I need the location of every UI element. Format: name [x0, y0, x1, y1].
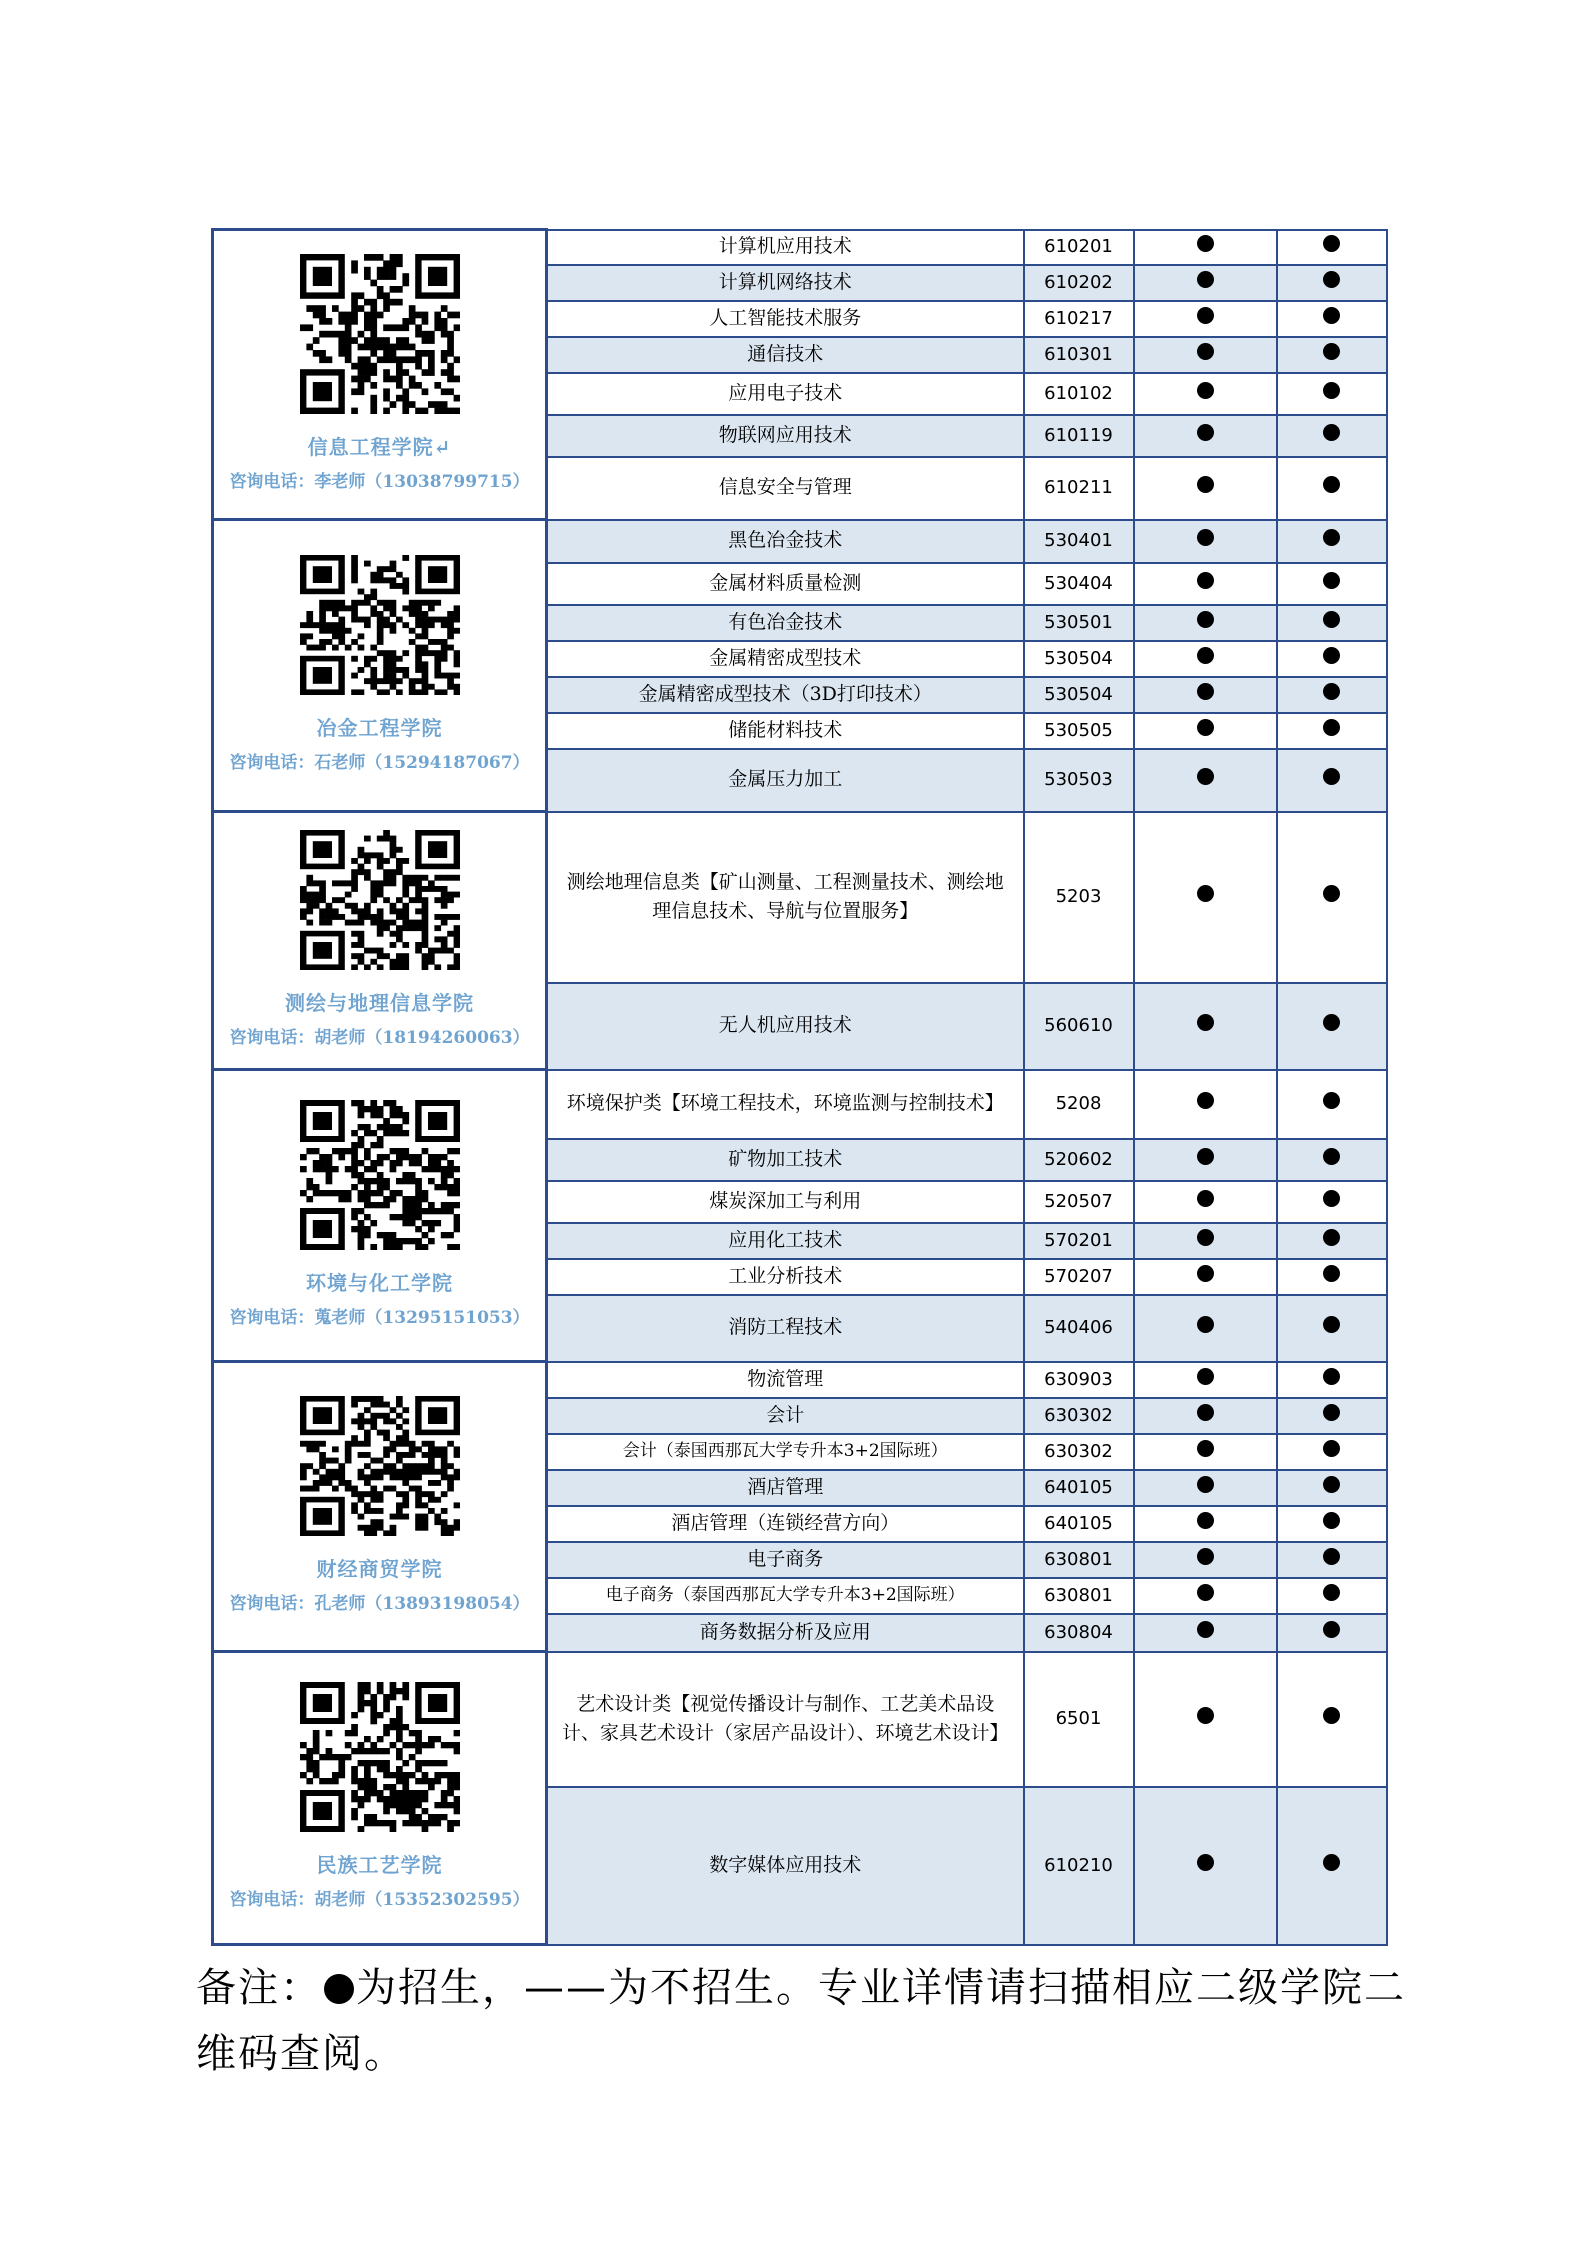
college-phone: 咨询电话：孔老师（13893198054） [229, 1593, 530, 1614]
major-name: 金属材料质量检测 [547, 563, 1024, 605]
college-name: 冶金工程学院 [316, 715, 443, 740]
bullet-icon [1197, 719, 1214, 736]
college-cell [213, 812, 547, 1070]
major-code: 610201 [1024, 230, 1134, 265]
bullet-icon [1197, 611, 1214, 628]
enroll-mark [1134, 749, 1277, 812]
major-code: 630801 [1024, 1542, 1134, 1578]
bullet-icon [1197, 1854, 1214, 1871]
enroll-mark [1277, 1181, 1387, 1223]
major-name: 环境保护类【环境工程技术，环境监测与控制技术】 [547, 1070, 1024, 1139]
enroll-mark [1277, 457, 1387, 520]
major-code: 630302 [1024, 1434, 1134, 1470]
major-code: 530401 [1024, 520, 1134, 563]
bullet-icon [1197, 1548, 1214, 1565]
major-name: 工业分析技术 [547, 1259, 1024, 1295]
major-name: 酒店管理 [547, 1470, 1024, 1506]
major-code: 5208 [1024, 1070, 1134, 1139]
enroll-mark [1277, 415, 1387, 457]
footnote-text: 为招生，——为不招生。专业详情请扫描相应二级学院二维码查阅。 [196, 1965, 1406, 2077]
major-name: 金属压力加工 [547, 749, 1024, 812]
enroll-mark [1134, 373, 1277, 415]
enroll-mark [1134, 1787, 1277, 1945]
bullet-icon [1197, 1014, 1214, 1031]
major-code: 610119 [1024, 415, 1134, 457]
enroll-mark [1134, 1506, 1277, 1542]
major-code: 560610 [1024, 983, 1134, 1070]
major-code: 570207 [1024, 1259, 1134, 1295]
major-name: 消防工程技术 [547, 1295, 1024, 1362]
college-name: 民族工艺学院 [316, 1853, 443, 1878]
college-phone: 咨询电话：蒐老师（13295151053） [229, 1307, 530, 1328]
major-name: 黑色冶金技术 [547, 520, 1024, 563]
college-phone: 咨询电话：胡老师（15352302595） [229, 1890, 530, 1911]
bullet-icon [1197, 529, 1214, 546]
enroll-mark [1134, 713, 1277, 749]
footnote-prefix: 备注： [196, 1965, 322, 2011]
bullet-icon [1323, 529, 1340, 546]
enrollment-table [211, 228, 1388, 1946]
college-name: 环境与化工学院 [306, 1270, 453, 1295]
major-code: 530503 [1024, 749, 1134, 812]
bullet-icon [1197, 1190, 1214, 1207]
bullet-icon [1323, 1548, 1340, 1565]
enroll-mark [1134, 337, 1277, 373]
enroll-mark [1277, 1506, 1387, 1542]
college-name: 信息工程学院↵ [307, 434, 452, 459]
qr-code-icon[interactable] [300, 1682, 460, 1832]
bullet-icon [1323, 885, 1340, 902]
major-code: 640105 [1024, 1506, 1134, 1542]
enroll-mark [1134, 677, 1277, 713]
enroll-mark [1277, 713, 1387, 749]
bullet-icon [1197, 1229, 1214, 1246]
bullet-icon [1323, 1014, 1340, 1031]
bullet-icon [1197, 382, 1214, 399]
enroll-mark [1277, 1223, 1387, 1259]
bullet-icon [1323, 768, 1340, 785]
enroll-mark [1277, 563, 1387, 605]
major-code: 6501 [1024, 1652, 1134, 1787]
major-code: 540406 [1024, 1295, 1134, 1362]
enroll-mark [1134, 1295, 1277, 1362]
major-code: 530504 [1024, 677, 1134, 713]
bullet-icon [1323, 476, 1340, 493]
major-code: 610301 [1024, 337, 1134, 373]
major-name: 金属精密成型技术（3D打印技术） [547, 677, 1024, 713]
major-name: 计算机应用技术 [547, 230, 1024, 265]
major-code: 520507 [1024, 1181, 1134, 1223]
bullet-icon [1323, 1404, 1340, 1421]
bullet-icon [1323, 1148, 1340, 1165]
bullet-icon [1323, 572, 1340, 589]
enroll-mark [1134, 1398, 1277, 1434]
enroll-mark [1134, 641, 1277, 677]
qr-code-icon[interactable] [300, 254, 460, 414]
enroll-mark [1277, 605, 1387, 641]
enroll-mark [1277, 1398, 1387, 1434]
enroll-mark [1134, 812, 1277, 983]
enroll-mark [1277, 265, 1387, 301]
bullet-icon [1323, 1707, 1340, 1724]
enroll-mark [1134, 301, 1277, 337]
bullet-icon [324, 1974, 354, 2004]
college-name: 财经商贸学院 [316, 1556, 443, 1581]
bullet-icon [1197, 1148, 1214, 1165]
major-code: 530501 [1024, 605, 1134, 641]
bullet-icon [1323, 271, 1340, 288]
major-code: 630302 [1024, 1398, 1134, 1434]
enroll-mark [1277, 1787, 1387, 1945]
enroll-mark [1277, 230, 1387, 265]
college-name: 测绘与地理信息学院 [285, 990, 474, 1015]
major-name: 酒店管理（连锁经营方向） [547, 1506, 1024, 1542]
major-name: 无人机应用技术 [547, 983, 1024, 1070]
major-code: 640105 [1024, 1470, 1134, 1506]
major-name: 物流管理 [547, 1362, 1024, 1398]
college-phone: 咨询电话：李老师（13038799715） [229, 471, 530, 492]
major-name: 会计 [547, 1398, 1024, 1434]
bullet-icon [1323, 307, 1340, 324]
enroll-mark [1134, 1652, 1277, 1787]
bullet-icon [1197, 1621, 1214, 1638]
qr-code-icon[interactable] [300, 830, 460, 970]
enroll-mark [1277, 641, 1387, 677]
bullet-icon [1197, 1512, 1214, 1529]
major-name: 测绘地理信息类【矿山测量、工程测量技术、测绘地理信息技术、导航与位置服务】 [547, 812, 1024, 983]
enroll-mark [1134, 265, 1277, 301]
major-name: 艺术设计类【视觉传播设计与制作、工艺美术品设计、家具艺术设计（家居产品设计）、环境艺术设计】 [547, 1652, 1024, 1787]
college-cell [213, 1070, 547, 1362]
bullet-icon [1197, 307, 1214, 324]
bullet-icon [1323, 1854, 1340, 1871]
bullet-icon [1323, 1621, 1340, 1638]
enroll-mark [1134, 1259, 1277, 1295]
enroll-mark [1134, 563, 1277, 605]
bullet-icon [1197, 1368, 1214, 1385]
enroll-mark [1134, 1362, 1277, 1398]
major-name: 电子商务（泰国西那瓦大学专升本3+2国际班） [547, 1578, 1024, 1614]
major-name: 煤炭深加工与利用 [547, 1181, 1024, 1223]
bullet-icon [1197, 1707, 1214, 1724]
bullet-icon [1323, 382, 1340, 399]
major-name: 电子商务 [547, 1542, 1024, 1578]
enroll-mark [1134, 1542, 1277, 1578]
bullet-icon [1323, 1440, 1340, 1457]
enroll-mark [1134, 1070, 1277, 1139]
major-code: 520602 [1024, 1139, 1134, 1181]
major-name: 信息安全与管理 [547, 457, 1024, 520]
bullet-icon [1197, 885, 1214, 902]
major-code: 630903 [1024, 1362, 1134, 1398]
major-code: 610102 [1024, 373, 1134, 415]
major-name: 应用电子技术 [547, 373, 1024, 415]
bullet-icon [1323, 1584, 1340, 1601]
college-cell [213, 230, 547, 520]
bullet-icon [1323, 235, 1340, 252]
major-code: 610217 [1024, 301, 1134, 337]
bullet-icon [1197, 1404, 1214, 1421]
college-cell [213, 1652, 547, 1945]
enroll-mark [1134, 1578, 1277, 1614]
enroll-mark [1277, 1259, 1387, 1295]
bullet-icon [1323, 1512, 1340, 1529]
enroll-mark [1134, 1614, 1277, 1652]
enroll-mark [1277, 373, 1387, 415]
bullet-icon [1323, 1265, 1340, 1282]
enroll-mark [1277, 677, 1387, 713]
enroll-mark [1277, 1139, 1387, 1181]
footnote [196, 1955, 1406, 2087]
enroll-mark [1134, 520, 1277, 563]
enroll-mark [1134, 415, 1277, 457]
bullet-icon [1197, 271, 1214, 288]
bullet-icon [1197, 343, 1214, 360]
bullet-icon [1197, 1265, 1214, 1282]
major-code: 630804 [1024, 1614, 1134, 1652]
bullet-icon [1197, 683, 1214, 700]
enroll-mark [1134, 605, 1277, 641]
bullet-icon [1323, 1092, 1340, 1109]
enroll-mark [1277, 1652, 1387, 1787]
enroll-mark [1134, 1139, 1277, 1181]
enroll-mark [1277, 1614, 1387, 1652]
major-name: 人工智能技术服务 [547, 301, 1024, 337]
bullet-icon [1197, 1584, 1214, 1601]
major-name: 矿物加工技术 [547, 1139, 1024, 1181]
enroll-mark [1277, 983, 1387, 1070]
bullet-icon [1323, 719, 1340, 736]
enroll-mark [1134, 230, 1277, 265]
major-name: 储能材料技术 [547, 713, 1024, 749]
bullet-icon [1323, 424, 1340, 441]
major-name: 通信技术 [547, 337, 1024, 373]
bullet-icon [1197, 1092, 1214, 1109]
bullet-icon [1323, 611, 1340, 628]
major-name: 计算机网络技术 [547, 265, 1024, 301]
bullet-icon [1323, 1368, 1340, 1385]
major-name: 有色冶金技术 [547, 605, 1024, 641]
qr-code-icon[interactable] [300, 1396, 460, 1536]
bullet-icon [1197, 768, 1214, 785]
bullet-icon [1323, 1229, 1340, 1246]
enroll-mark [1277, 1295, 1387, 1362]
major-code: 610211 [1024, 457, 1134, 520]
enroll-mark [1277, 1362, 1387, 1398]
major-name: 物联网应用技术 [547, 415, 1024, 457]
enroll-mark [1277, 1470, 1387, 1506]
bullet-icon [1323, 1190, 1340, 1207]
college-phone: 咨询电话：石老师（15294187067） [229, 752, 530, 773]
major-code: 630801 [1024, 1578, 1134, 1614]
bullet-icon [1197, 424, 1214, 441]
bullet-icon [1197, 647, 1214, 664]
enroll-mark [1277, 812, 1387, 983]
major-code: 610210 [1024, 1787, 1134, 1945]
enroll-mark [1277, 520, 1387, 563]
college-phone: 咨询电话：胡老师（18194260063） [229, 1027, 530, 1048]
enroll-mark [1134, 1434, 1277, 1470]
major-code: 530505 [1024, 713, 1134, 749]
major-name: 数字媒体应用技术 [547, 1787, 1024, 1945]
major-name: 应用化工技术 [547, 1223, 1024, 1259]
enroll-mark [1277, 1542, 1387, 1578]
bullet-icon [1197, 572, 1214, 589]
enroll-mark [1134, 1223, 1277, 1259]
enroll-mark [1277, 1070, 1387, 1139]
bullet-icon [1323, 683, 1340, 700]
enroll-mark [1277, 749, 1387, 812]
enroll-mark [1134, 983, 1277, 1070]
major-code: 530404 [1024, 563, 1134, 605]
major-code: 570201 [1024, 1223, 1134, 1259]
enroll-mark [1134, 457, 1277, 520]
bullet-icon [1323, 1316, 1340, 1333]
major-name: 金属精密成型技术 [547, 641, 1024, 677]
bullet-icon [1197, 1440, 1214, 1457]
bullet-icon [1197, 235, 1214, 252]
bullet-icon [1197, 1476, 1214, 1493]
major-name: 商务数据分析及应用 [547, 1614, 1024, 1652]
enroll-mark [1277, 301, 1387, 337]
enroll-mark [1277, 1434, 1387, 1470]
enroll-mark [1134, 1181, 1277, 1223]
college-cell [213, 1362, 547, 1652]
bullet-icon [1323, 343, 1340, 360]
major-code: 610202 [1024, 265, 1134, 301]
qr-code-icon[interactable] [300, 1100, 460, 1250]
bullet-icon [1323, 1476, 1340, 1493]
qr-code-icon[interactable] [300, 555, 460, 695]
bullet-icon [1197, 476, 1214, 493]
major-code: 5203 [1024, 812, 1134, 983]
major-name: 会计（泰国西那瓦大学专升本3+2国际班） [547, 1434, 1024, 1470]
major-code: 530504 [1024, 641, 1134, 677]
enroll-mark [1277, 1578, 1387, 1614]
bullet-icon [1197, 1316, 1214, 1333]
college-cell [213, 520, 547, 812]
bullet-icon [1323, 647, 1340, 664]
enroll-mark [1277, 337, 1387, 373]
enroll-mark [1134, 1470, 1277, 1506]
